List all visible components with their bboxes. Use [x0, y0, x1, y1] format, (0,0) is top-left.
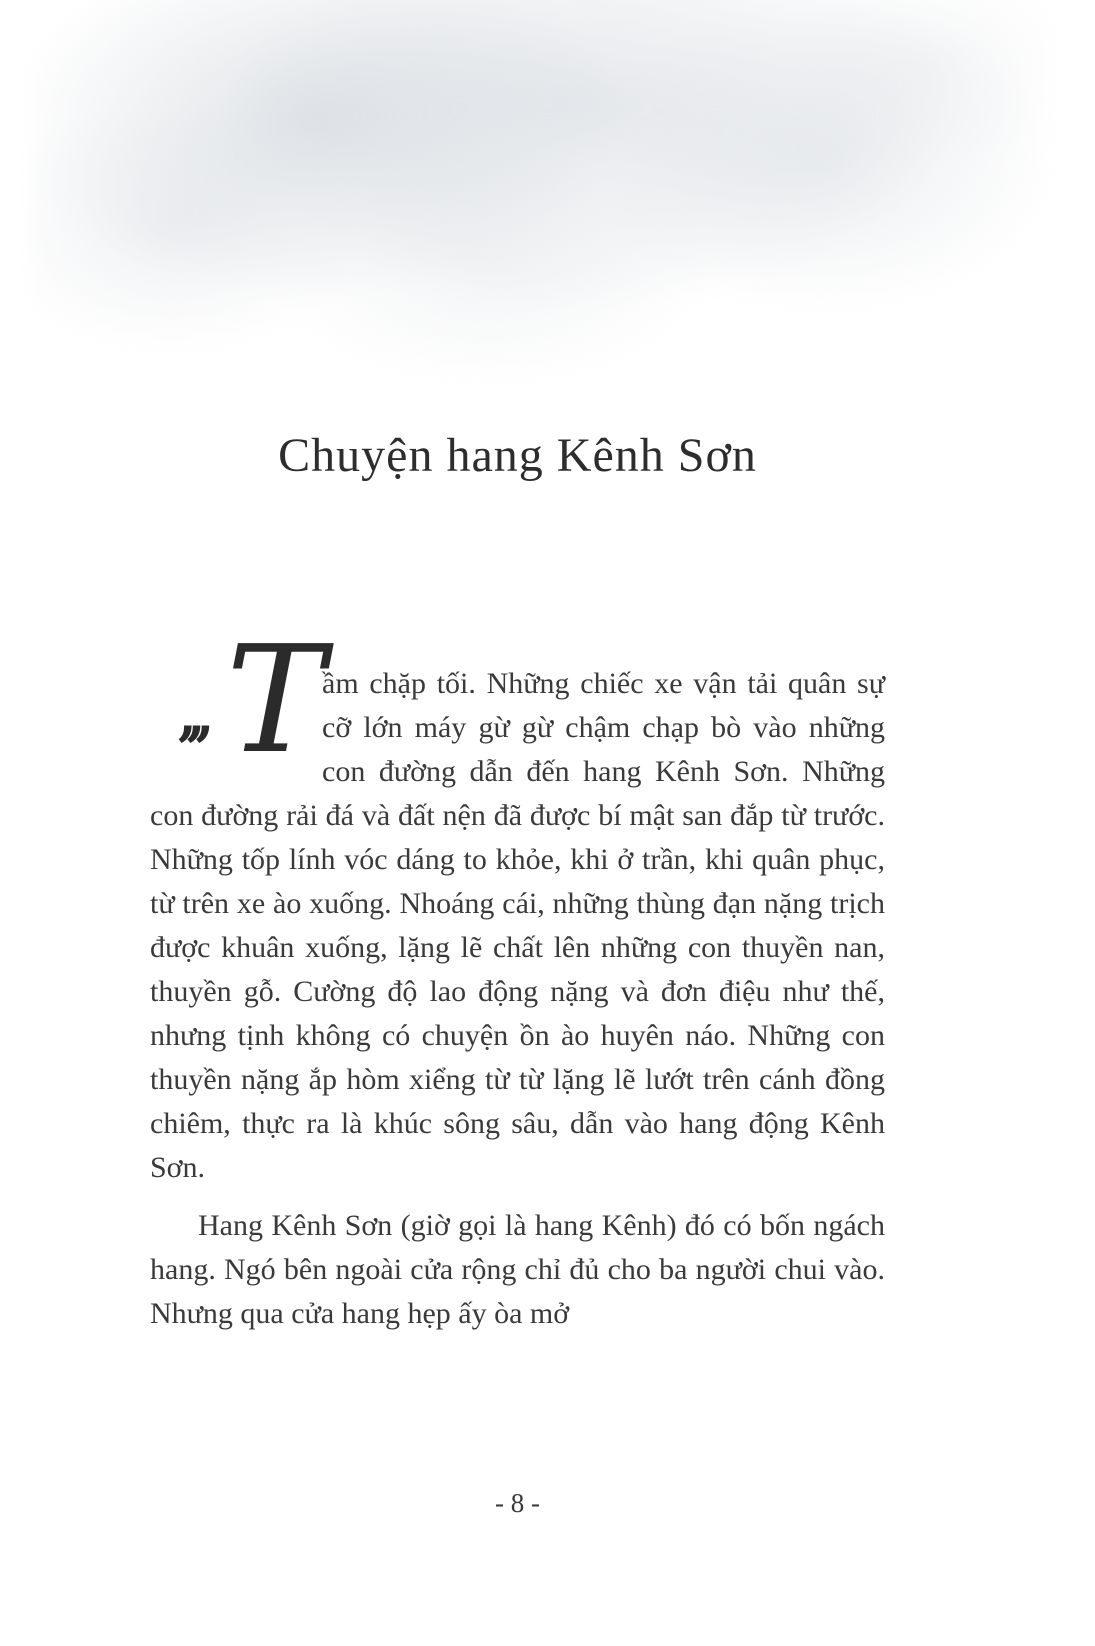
chapter-title: Chuyện hang Kênh Sơn [278, 429, 757, 482]
watercolor-decoration [30, 0, 1050, 380]
page-number: - 8 - [495, 1488, 540, 1518]
paragraph-1 [150, 614, 885, 1190]
drop-cap-letter: T [226, 614, 325, 786]
triple-comma-ornament: ,,, [178, 683, 205, 747]
paragraph-2: Hang Kênh Sơn (giờ gọi là hang Kênh) đó có bốn ngách hang. Ngó bên ngoài cửa rộng chỉ đủ cho ba người chui vào. Nhưng qua cửa hang hẹp ấy òa mở [150, 1209, 885, 1330]
drop-cap-wrap [150, 614, 325, 786]
paragraph-1-text: ầm chặp tối. Những chiếc xe vận tải quân sự cỡ lớn máy gừ gừ chậm chạp bò vào những con đường dẫn đến hang Kênh Sơn. Những con đường rải đá và đất nện đã được bí mật san đắp từ trước. Những tốp lính vóc dáng to khỏe, khi ở trần, khi quân phục, từ trên xe ào xuống. Nhoáng cái, những thùng đạn nặng trịch được khuân xuống, lặng lẽ chất lên những con thuyền nan, thuyền gỗ. Cường độ lao động nặng và đơn điệu như thế, nhưng tịnh không có chuyện ồn ào huyên náo. Những con thuyền nặng ắp hòm xiểng từ từ lặng lẽ lướt trên cánh đồng chiêm, thực ra là khúc sông sâu, dẫn vào hang động Kênh Sơn. [150, 667, 885, 1184]
body-text [150, 614, 885, 1350]
